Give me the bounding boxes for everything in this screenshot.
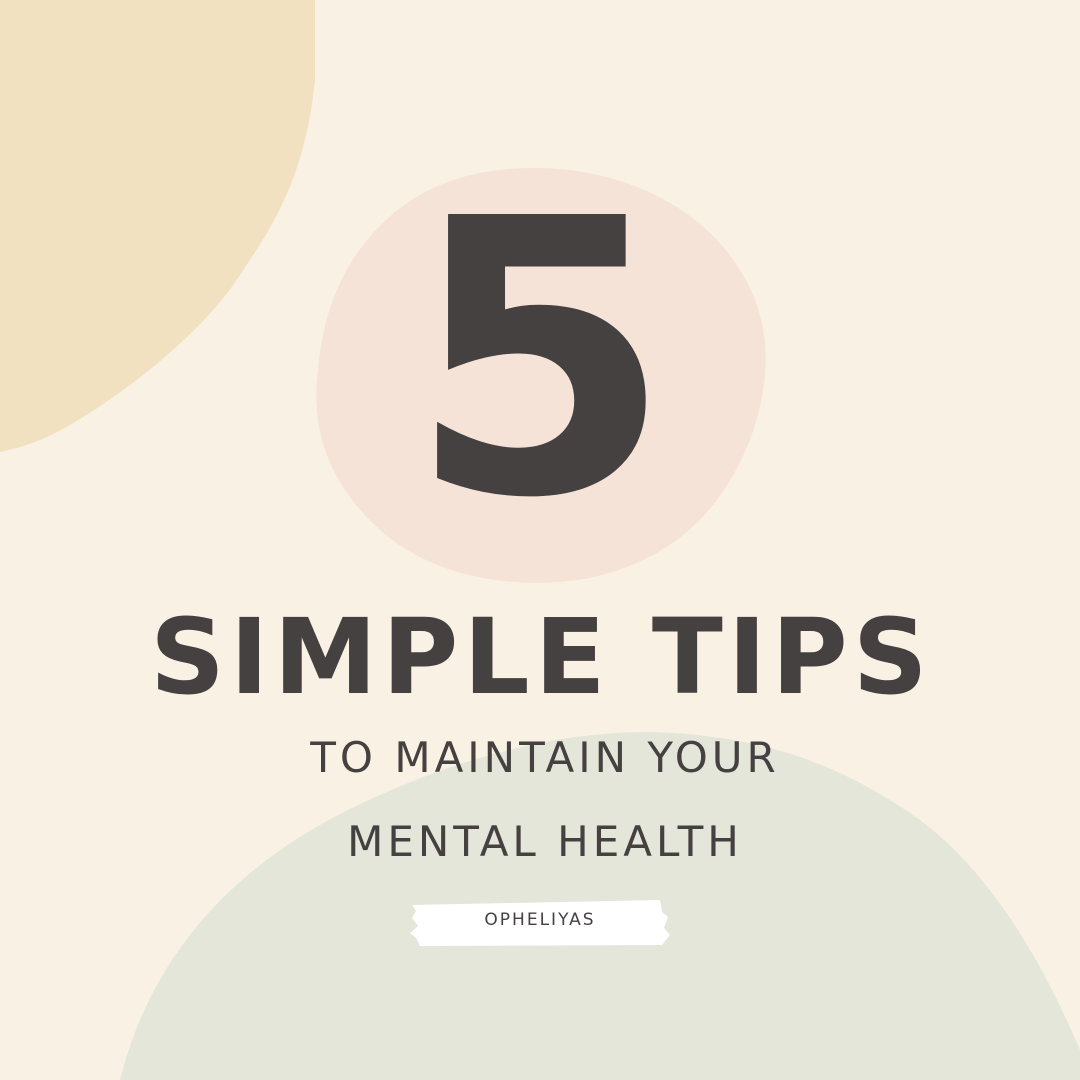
tip-count-number: 5	[407, 138, 673, 581]
subheadline-line-2: MENTAL HEALTH	[347, 817, 743, 866]
top-left-yellow-blob	[0, 0, 315, 452]
brand-label: OPHELIYAS	[484, 910, 596, 930]
headline: SIMPLE TIPS	[150, 596, 933, 718]
subheadline-line-1: TO MAINTAIN YOUR	[310, 733, 780, 782]
